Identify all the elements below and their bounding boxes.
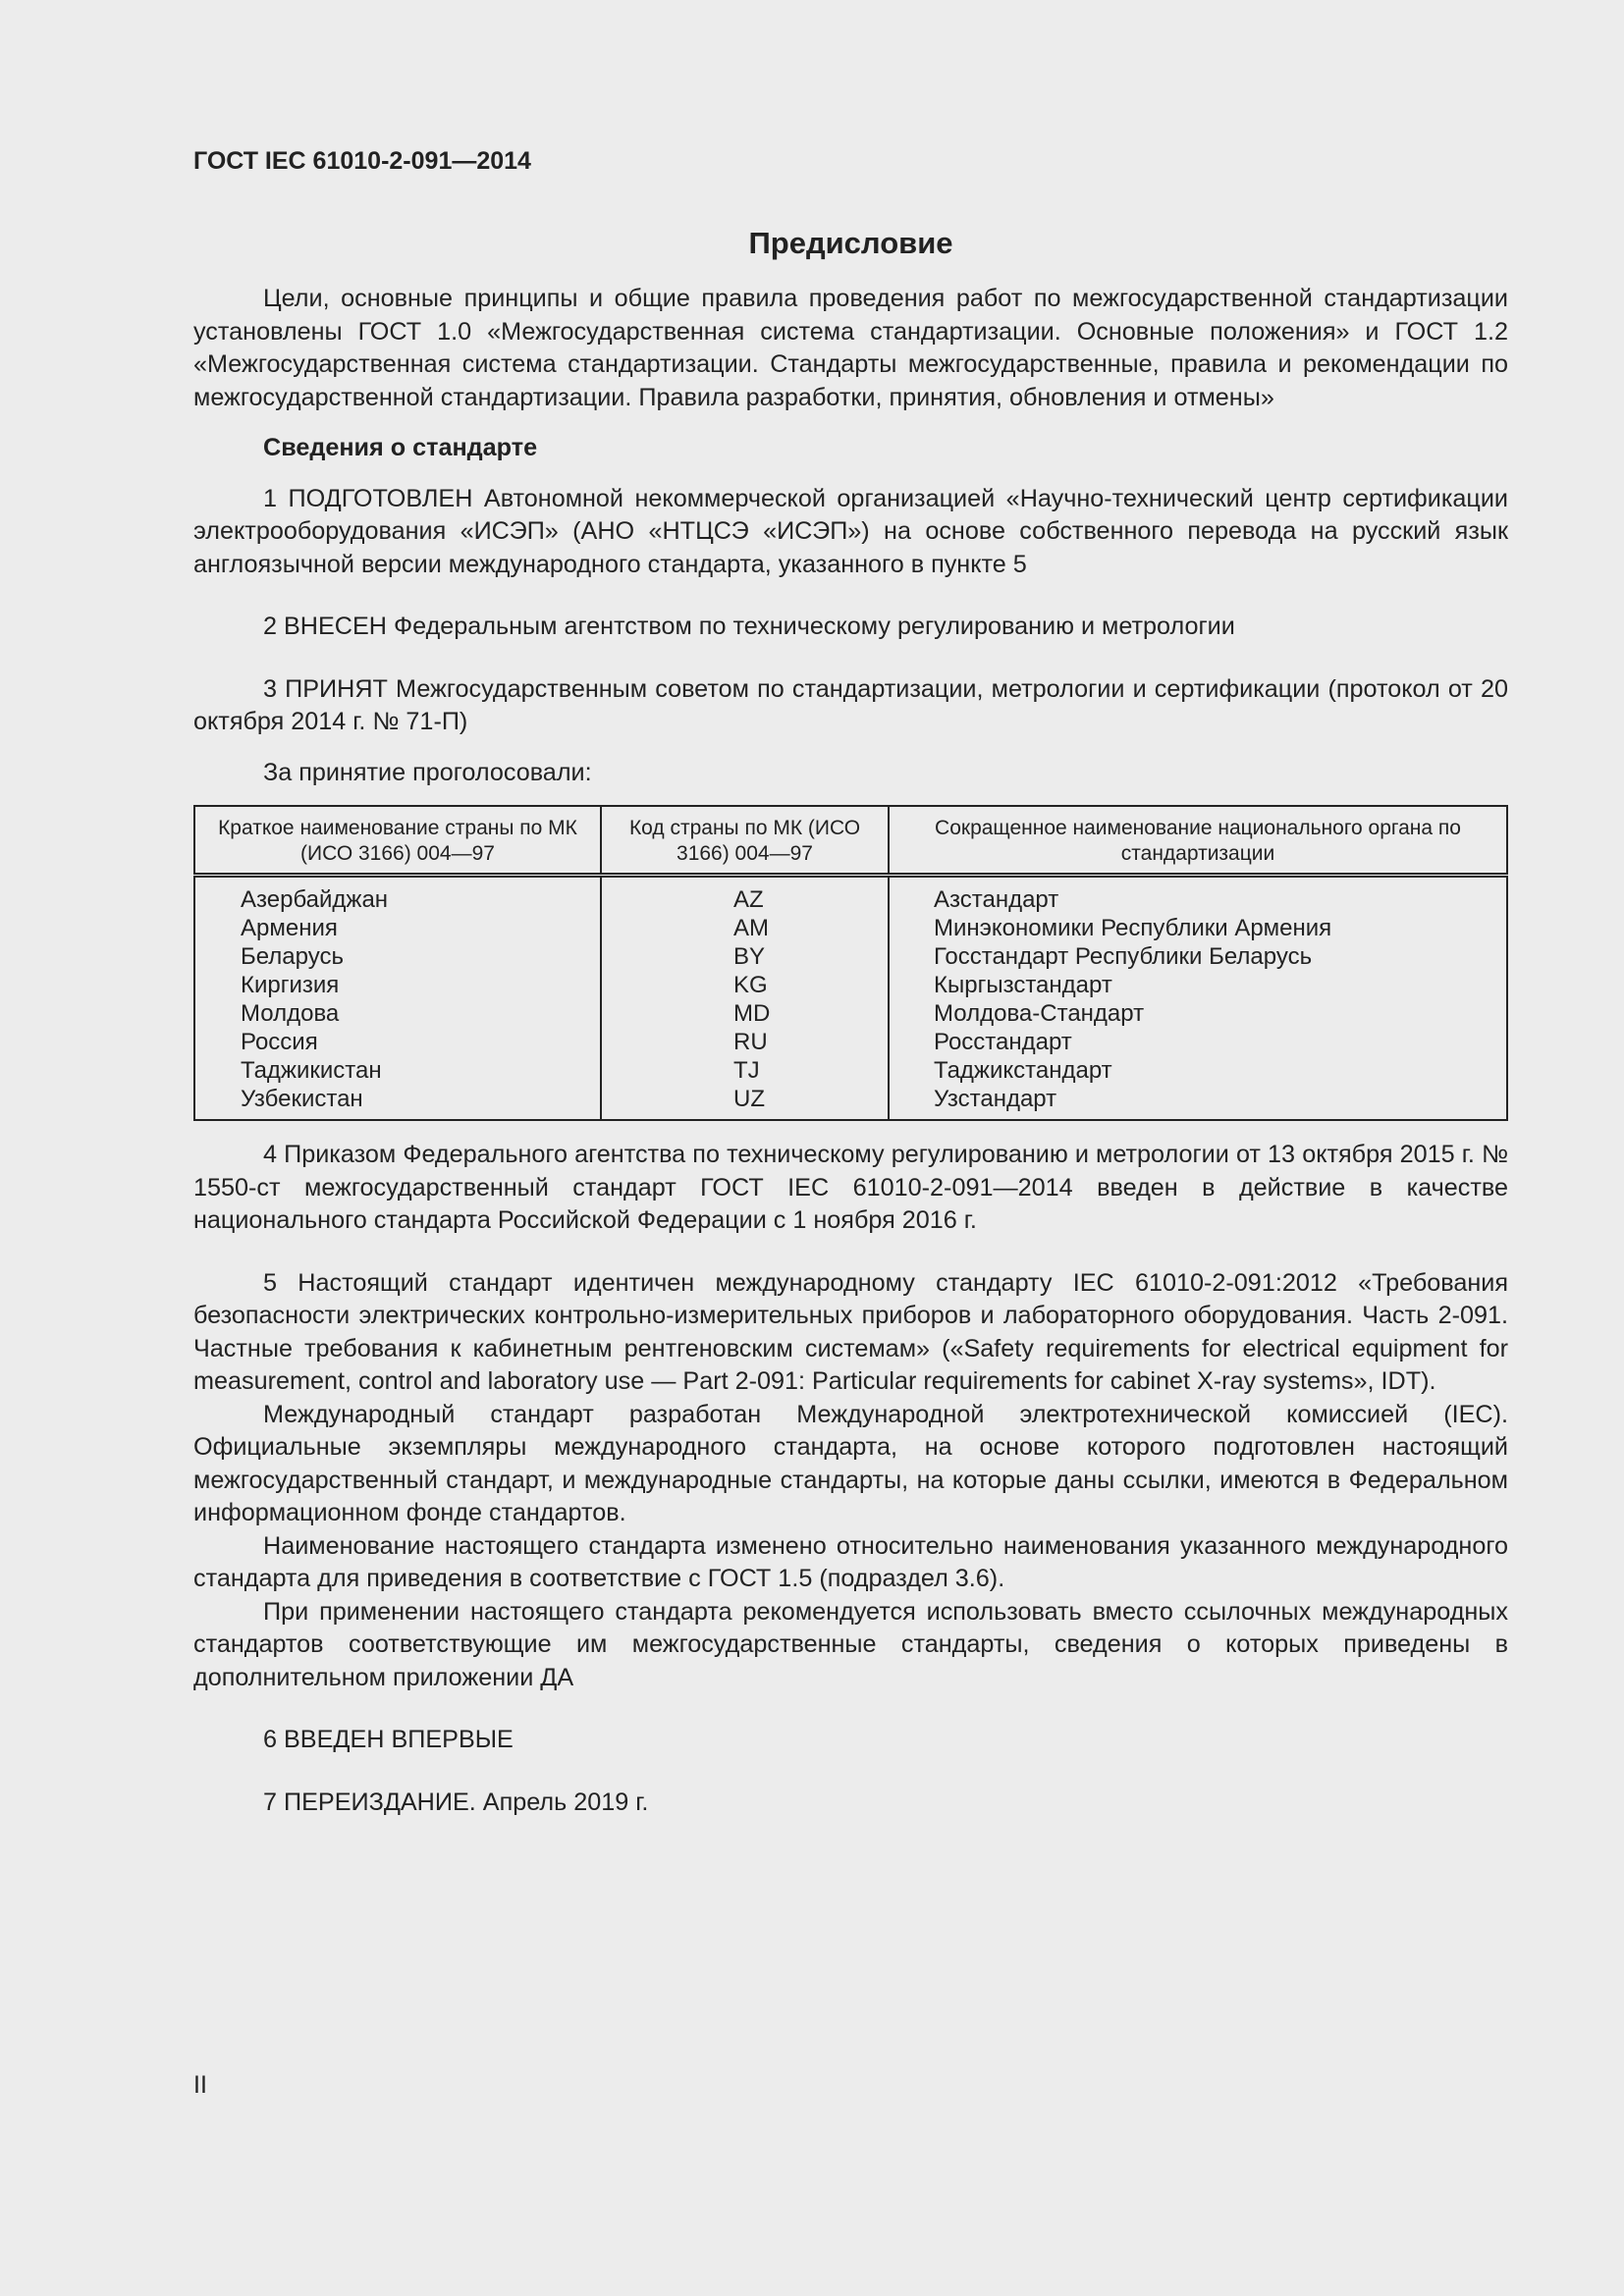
org-cell: Минэкономики Республики Армения xyxy=(934,915,1332,941)
member-states-table xyxy=(193,805,1508,1121)
country-cell: Армения xyxy=(241,915,338,941)
item-5-paragraph-3: Наименование настоящего стандарта изменено относительно наименования указанного международного стандарта для приведения в соответствие с ГОСТ 1.5 (подраздел 3.6). xyxy=(193,1531,1508,1592)
org-column xyxy=(889,876,1507,1121)
country-cell: Киргизия xyxy=(241,972,340,998)
header-code: Код страны по МК (ИСО 3166) 004—97 xyxy=(601,806,889,876)
org-cell: Госстандарт Республики Беларусь xyxy=(934,943,1313,970)
section-heading: Сведения о стандарте xyxy=(263,434,538,461)
org-cell: Узстандарт xyxy=(934,1086,1057,1112)
code-cell: AZ xyxy=(733,886,764,913)
table-body-row xyxy=(194,876,1507,1121)
org-cell: Кыргызстандарт xyxy=(934,972,1112,998)
table-header-row xyxy=(194,806,1507,876)
item-5-paragraph-4: При применении настоящего стандарта рекомендуется использовать вместо ссылочных международных стандартов соответствующие им межгосударственные стандарты, сведения о которых приведены в дополнительном приложении ДА xyxy=(193,1597,1508,1691)
country-column xyxy=(194,876,601,1121)
org-cell: Росстандарт xyxy=(934,1029,1072,1055)
code-cell: TJ xyxy=(733,1057,760,1084)
code-cell: BY xyxy=(733,943,766,970)
item-4: 4 Приказом Федерального агентства по техническому регулированию и метрологии от 13 октября 2015 г. № 1550-ст межгосударственный стандарт ГОСТ IEC 61010-2-091—2014 введен в действие в качестве национального стандарта Российской Федерации с 1 ноября 2016 г. xyxy=(193,1141,1508,1234)
item-6: 6 ВВЕДЕН ВПЕРВЫЕ xyxy=(263,1726,514,1753)
item-5: 5 Настоящий стандарт идентичен международному стандарту IEC 61010-2-091:2012 «Требования безопасности электрических контрольно-измерительных приборов и лабораторного оборудования. Часть 2-091. Частные требования к кабинетным рентгеновским системам» («Safety requirements for electrical equipment for measurement, control and laboratory use — Part 2-091: Particular requirements for cabinet X-ray systems», IDT). xyxy=(193,1268,1508,1395)
code-cell: KG xyxy=(733,972,768,998)
voted-label: За принятие проголосовали: xyxy=(263,758,592,786)
country-cell: Узбекистан xyxy=(241,1086,363,1112)
item-2: 2 ВНЕСЕН Федеральным агентством по техническому регулированию и метрологии xyxy=(263,613,1235,640)
code-cell: UZ xyxy=(733,1086,765,1112)
country-cell: Таджикистан xyxy=(241,1057,382,1084)
document-header: ГОСТ IEC 61010-2-091—2014 xyxy=(193,147,531,175)
item-3: 3 ПРИНЯТ Межгосударственным советом по стандартизации, метрологии и сертификации (протокол от 20 октября 2014 г. № 71-П) xyxy=(193,674,1508,735)
code-column xyxy=(601,876,889,1121)
code-cell: MD xyxy=(733,1000,771,1027)
org-cell: Молдова-Стандарт xyxy=(934,1000,1145,1027)
item-5-paragraph-2: Международный стандарт разработан Международной электротехнической комиссией (IEC). Официальные экземпляры международного стандарта, на основе которого подготовлен настоящий межгосударственный стандарт, и международные стандарты, на которые даны ссылки, имеются в Федеральном информационном фонде стандартов. xyxy=(193,1400,1508,1526)
code-cell: RU xyxy=(733,1029,768,1055)
country-cell: Молдова xyxy=(241,1000,340,1027)
item-1: 1 ПОДГОТОВЛЕН Автономной некоммерческой организацией «Научно-технический центр сертификации электрооборудования «ИСЭП» (АНО «НТЦСЭ «ИСЭП») на основе собственного перевода на русский язык англоязычной версии международного стандарта, указанного в пункте 5 xyxy=(193,484,1508,578)
country-cell: Азербайджан xyxy=(241,886,389,913)
code-cell: AM xyxy=(733,915,769,941)
document-body xyxy=(193,222,1508,1819)
org-cell: Таджикстандарт xyxy=(934,1057,1112,1084)
org-cell: Азстандарт xyxy=(934,886,1059,913)
page-number: II xyxy=(193,2071,207,2099)
intro-paragraph: Цели, основные принципы и общие правила проведения работ по межгосударственной стандартизации установлены ГОСТ 1.0 «Межгосударственная система стандартизации. Основные положения» и ГОСТ 1.2 «Межгосударственная система стандартизации. Стандарты межгосударственные, правила и рекомендации по межгосударственной стандартизации. Правила разработки, принятия, обновления и отмены» xyxy=(193,285,1508,411)
item-7: 7 ПЕРЕИЗДАНИЕ. Апрель 2019 г. xyxy=(263,1788,649,1816)
country-cell: Россия xyxy=(241,1029,318,1055)
header-org: Сокращенное наименование национального органа по стандартизации xyxy=(889,806,1507,876)
country-cell: Беларусь xyxy=(241,943,344,970)
header-country: Краткое наименование страны по МК (ИСО 3166) 004—97 xyxy=(194,806,601,876)
page-title: Предисловие xyxy=(748,226,953,260)
